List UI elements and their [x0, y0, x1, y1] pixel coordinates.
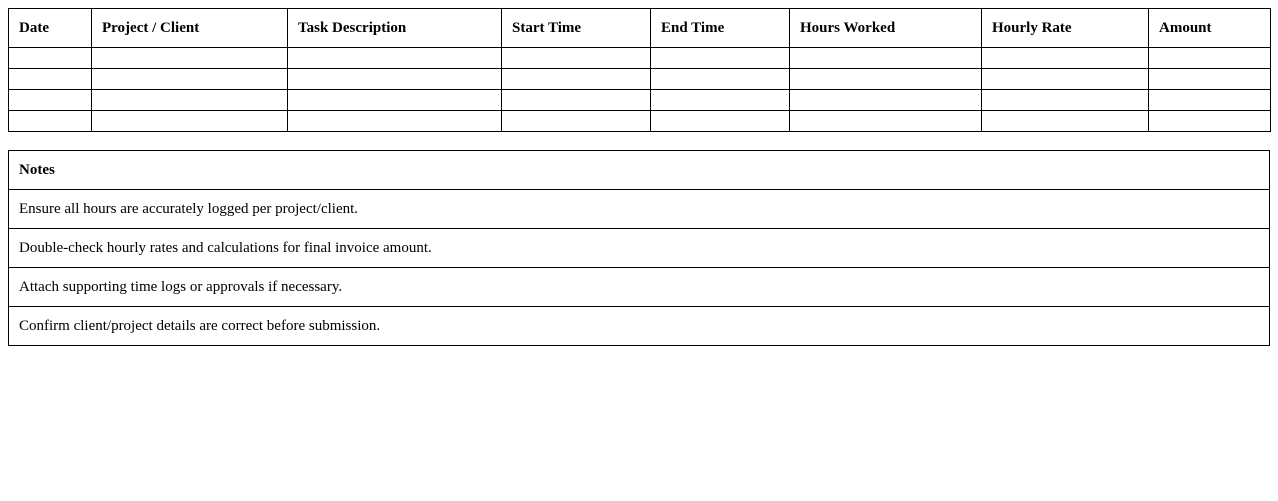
table-cell-date[interactable]	[9, 48, 92, 69]
table-cell-hourly-rate[interactable]	[982, 90, 1149, 111]
table-cell-date[interactable]	[9, 90, 92, 111]
table-cell-end-time[interactable]	[651, 111, 790, 132]
table-cell-project-client[interactable]	[92, 90, 288, 111]
note-item: Double-check hourly rates and calculations for final invoice amount.	[9, 229, 1270, 268]
table-cell-project-client[interactable]	[92, 111, 288, 132]
table-cell-amount[interactable]	[1149, 48, 1271, 69]
table-row	[9, 111, 1271, 132]
table-cell-date[interactable]	[9, 111, 92, 132]
column-header-hourly-rate: Hourly Rate	[982, 9, 1149, 48]
table-row	[9, 69, 1271, 90]
note-item: Attach supporting time logs or approvals if necessary.	[9, 268, 1270, 307]
table-cell-amount[interactable]	[1149, 111, 1271, 132]
table-cell-hourly-rate[interactable]	[982, 48, 1149, 69]
column-header-hours-worked: Hours Worked	[790, 9, 982, 48]
table-row	[9, 48, 1271, 69]
column-header-end-time: End Time	[651, 9, 790, 48]
table-cell-date[interactable]	[9, 69, 92, 90]
table-cell-start-time[interactable]	[502, 48, 651, 69]
table-cell-hours-worked[interactable]	[790, 111, 982, 132]
timesheet-table	[8, 8, 1271, 132]
table-cell-start-time[interactable]	[502, 69, 651, 90]
table-cell-task-description[interactable]	[288, 69, 502, 90]
column-header-start-time: Start Time	[502, 9, 651, 48]
note-item: Ensure all hours are accurately logged per project/client.	[9, 190, 1270, 229]
table-row	[9, 90, 1271, 111]
table-cell-hours-worked[interactable]	[790, 90, 982, 111]
table-cell-start-time[interactable]	[502, 111, 651, 132]
column-header-amount: Amount	[1149, 9, 1271, 48]
column-header-project-client: Project / Client	[92, 9, 288, 48]
table-cell-end-time[interactable]	[651, 90, 790, 111]
column-header-task-description: Task Description	[288, 9, 502, 48]
notes-header-row	[9, 151, 1270, 190]
table-cell-end-time[interactable]	[651, 48, 790, 69]
note-item: Confirm client/project details are correct before submission.	[9, 307, 1270, 346]
table-cell-project-client[interactable]	[92, 48, 288, 69]
table-cell-task-description[interactable]	[288, 90, 502, 111]
notes-row	[9, 268, 1270, 307]
table-cell-amount[interactable]	[1149, 90, 1271, 111]
table-cell-hours-worked[interactable]	[790, 69, 982, 90]
notes-row	[9, 307, 1270, 346]
table-cell-task-description[interactable]	[288, 48, 502, 69]
notes-row	[9, 229, 1270, 268]
timesheet-header-row	[9, 9, 1271, 48]
table-cell-amount[interactable]	[1149, 69, 1271, 90]
notes-table	[8, 150, 1270, 346]
table-cell-task-description[interactable]	[288, 111, 502, 132]
notes-row	[9, 190, 1270, 229]
table-cell-end-time[interactable]	[651, 69, 790, 90]
notes-heading: Notes	[9, 151, 1270, 190]
table-cell-project-client[interactable]	[92, 69, 288, 90]
table-cell-hourly-rate[interactable]	[982, 111, 1149, 132]
table-cell-hours-worked[interactable]	[790, 48, 982, 69]
column-header-date: Date	[9, 9, 92, 48]
document	[8, 8, 1270, 346]
table-cell-hourly-rate[interactable]	[982, 69, 1149, 90]
table-cell-start-time[interactable]	[502, 90, 651, 111]
